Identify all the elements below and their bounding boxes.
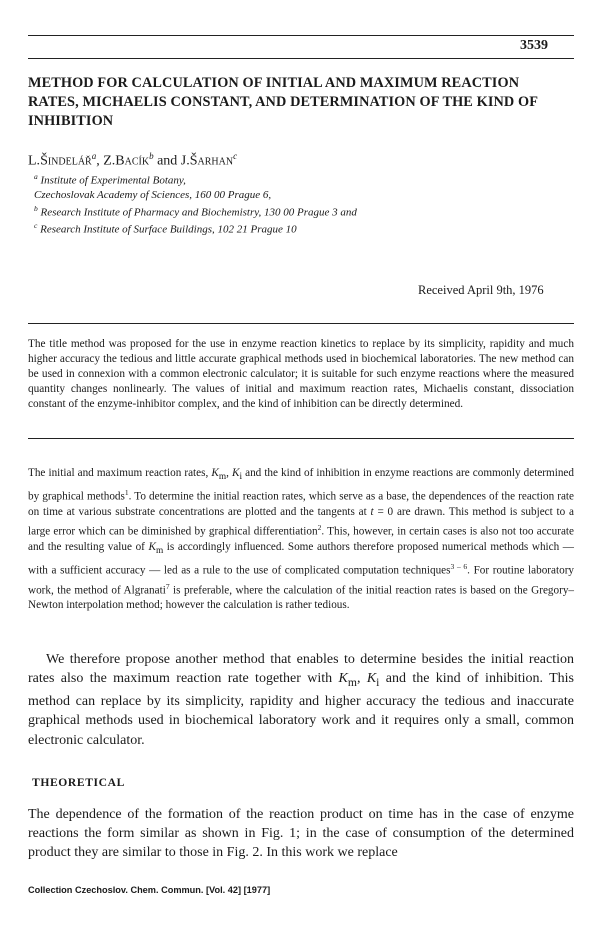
section-heading: THEORETICAL: [32, 776, 125, 789]
text-run: ,: [226, 467, 232, 479]
paper-title: METHOD FOR CALCULATION OF INITIAL AND MAXIMUM REACTION RATES, MICHAELIS CONSTANT, AND DETERMINATION OF THE KIND OF INHIBITION: [28, 75, 538, 129]
text-run: . For routine laboratory work, the method of Algranati: [28, 564, 575, 597]
affiliation-mark: b: [34, 203, 38, 213]
author-name: Šarhan: [189, 153, 234, 169]
text-run: and the kind of inhibition in enzyme reactions are commonly determined by graphical methods: [28, 467, 574, 503]
symbol: K: [231, 467, 240, 479]
symbol: K: [148, 540, 156, 553]
journal-footer: Collection Czechoslov. Chem. Commun. [Vol. 42] [1977]: [28, 885, 271, 895]
intro-paragraph: [28, 466, 574, 613]
subscript: m: [155, 545, 164, 556]
affiliation-text: Research Institute of Pharmacy and Biochemistry, 130 00 Prague 3 and: [40, 206, 357, 219]
symbol: K: [338, 671, 348, 687]
reference-mark: 2: [317, 522, 322, 532]
affiliation-mark: c: [34, 221, 38, 231]
symbol: K: [211, 467, 219, 479]
subscript: m: [347, 676, 357, 689]
author-initial: Z.: [103, 153, 116, 169]
header-rule: [28, 35, 574, 36]
symbol: t: [370, 505, 374, 518]
theory-paragraph: The dependence of the formation of the reaction product on time has in the case of enzyme reactions the form similar as shown in Fig. 1; in the case of consumption of the determined product they are similar to those in Fig. 2. In this work we replace: [28, 807, 574, 861]
reference-mark: 1: [124, 488, 129, 498]
author-name: Šindelář: [40, 153, 92, 169]
affiliations: [34, 170, 574, 237]
author-mark: a: [91, 151, 97, 161]
text-run: is preferable, where the calculation of the initial reaction rates is based on the Gregory–Newton interpolation method; however the calculation is rather tedious.: [28, 584, 575, 612]
received-date: Received April 9th, 1976: [418, 283, 544, 297]
text-run: = 0 are drawn. This method is subject to a large error which can be diminished by graphical differentiation: [28, 505, 574, 538]
author-name: Bacík: [115, 153, 150, 169]
subscript: i: [239, 472, 243, 483]
text-run: We therefore propose another method that enables to determine besides the initial reaction rates also the maximum reaction rate together with: [28, 652, 574, 687]
symbol: K: [366, 671, 377, 687]
affiliation-mark: a: [34, 172, 38, 181]
author-initial: J.: [180, 153, 190, 169]
author-mark: c: [233, 151, 238, 161]
page-number: 3539: [520, 38, 548, 53]
reference-mark: 3 – 6: [450, 561, 468, 571]
text-run: and the kind of inhibition. This method can replace by its simplicity, rapidity and higher accuracy the tedious and inaccurate graphical methods used in biochemical laboratory work and it requires only a small, common electronic calculator.: [28, 671, 574, 748]
subscript: i: [376, 676, 380, 689]
affiliation-text: Institute of Experimental Botany,: [40, 174, 186, 187]
affiliation-b: [34, 202, 574, 220]
affiliation-a-line2: [34, 188, 574, 202]
abstract: The title method was proposed for the use in enzyme reaction kinetics to replace by its simplicity, rapidity and much higher accuracy the tedious and little accurate graphical methods used in biochemical laboratories. The new method can be used in connexion with a common electronic calculator; it is suitable for such enzyme reactions where the measured quantity changes nonlinearly. The values of initial and maximum reaction rates, Michaelis constant, dissociation constant of the enzyme-inhibitor complex, and the kind of inhibition can be directly determined.: [28, 338, 574, 410]
author-mark: b: [149, 151, 154, 161]
author-list: L.Šindelář$^a$, Z.Bacík$^b$ and J.Šarhan$^c$: [28, 151, 238, 169]
affiliation-text: Research Institute of Surface Buildings, 102 21 Prague 10: [40, 223, 297, 236]
abstract-rule-bottom: [28, 438, 574, 439]
abstract-rule-top: [28, 323, 574, 324]
author-initial: L.: [28, 153, 41, 169]
text-run: is accordingly influenced. Some authors therefore proposed numerical methods which — with a sufficient accuracy — led as a rule to the use of complicated computation techniques: [28, 540, 574, 577]
affiliation-a: [34, 170, 574, 188]
affiliation-c: [34, 219, 574, 237]
text-run: ,: [356, 671, 367, 687]
reference-mark: 7: [165, 581, 170, 591]
header-rule-lower: [28, 58, 574, 59]
text-run: . To determine the initial reaction rates, which serve as a base, the dependences of the reaction rate on time at various substrate concentrations are plotted and the tangents at: [28, 490, 575, 518]
author-conjunction: and: [157, 153, 178, 169]
affiliation-text: Czechoslovak Academy of Sciences, 160 00 Prague 6,: [34, 188, 272, 201]
subscript: m: [218, 472, 227, 483]
text-run: . This, however, in certain cases is also not too accurate and the resulting value of: [28, 525, 574, 553]
method-paragraph: [28, 650, 574, 750]
text-run: The initial and maximum reaction rates,: [28, 467, 212, 479]
